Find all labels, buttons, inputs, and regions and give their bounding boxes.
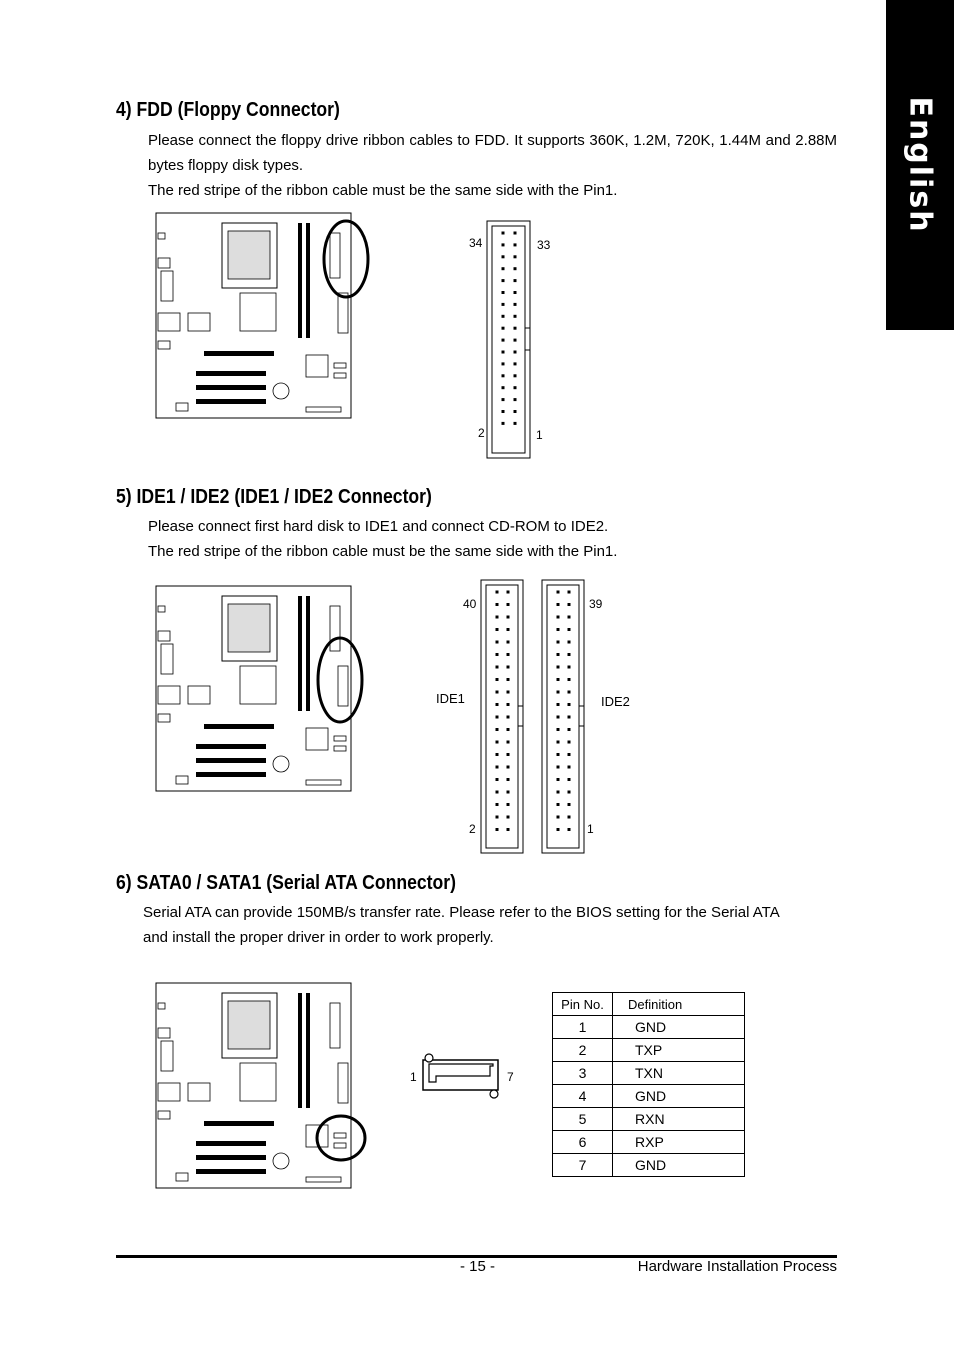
pin-number: 4 [553, 1085, 613, 1108]
connector-pin [496, 753, 499, 756]
connector-pin [507, 603, 510, 606]
table-row [553, 1016, 745, 1039]
ide2-label: IDE2 [601, 694, 630, 709]
connector-pin [496, 816, 499, 819]
ide-paragraph-1: Please connect first hard disk to IDE1 and connect CD-ROM to IDE2. [148, 518, 609, 535]
connector-pin [514, 279, 517, 282]
connector-pin [496, 778, 499, 781]
table-row [553, 1039, 745, 1062]
connector-pin [568, 741, 571, 744]
connector-pin [557, 591, 560, 594]
connector-pin [557, 803, 560, 806]
motherboard-diagram-ide [156, 586, 351, 791]
table-row [553, 1108, 745, 1131]
connector-pin [496, 741, 499, 744]
connector-pin [507, 778, 510, 781]
connector-pin [502, 291, 505, 294]
table-row [553, 1131, 745, 1154]
connector-pin [502, 339, 505, 342]
pin-definition: GND [613, 1085, 745, 1108]
connector-pin [502, 267, 505, 270]
connector-pin [557, 828, 560, 831]
connector-pin [568, 728, 571, 731]
connector-pin [514, 267, 517, 270]
fdd-connector-diagram [487, 221, 530, 458]
connector-pin [502, 398, 505, 401]
connector-pin [557, 728, 560, 731]
connector-pin [568, 628, 571, 631]
sata-connector-diagram [423, 1054, 498, 1098]
connector-pin [557, 678, 560, 681]
connector-pin [496, 641, 499, 644]
ide-pin-label-2: 2 [469, 822, 476, 836]
connector-pin [507, 666, 510, 669]
language-label: English [902, 96, 938, 234]
ide-pin-label-39: 39 [589, 597, 603, 611]
connector-pin [557, 616, 560, 619]
motherboard-diagram-fdd [156, 213, 351, 418]
connector-pin [507, 791, 510, 794]
connector-pin [502, 243, 505, 246]
connector-pin [568, 778, 571, 781]
motherboard-diagram-sata [156, 983, 351, 1188]
connector-pin [557, 716, 560, 719]
connector-pin [507, 691, 510, 694]
connector-pin [568, 591, 571, 594]
connector-pin [496, 828, 499, 831]
connector-pin [502, 410, 505, 413]
table-row [553, 1154, 745, 1177]
header-definition: Definition [613, 993, 745, 1016]
connector-pin [496, 766, 499, 769]
connector-pin [557, 741, 560, 744]
connector-pin [502, 422, 505, 425]
connector-pin [568, 716, 571, 719]
connector-pin [496, 691, 499, 694]
ide1-connector-diagram [481, 580, 523, 853]
connector-pin [557, 816, 560, 819]
connector-pin [496, 803, 499, 806]
connector-pin [514, 291, 517, 294]
connector-pin [507, 678, 510, 681]
connector-pin [507, 653, 510, 656]
connector-pin [496, 591, 499, 594]
connector-pin [496, 653, 499, 656]
connector-pin [514, 422, 517, 425]
ide-pin-label-40: 40 [463, 597, 477, 611]
pin-definition: RXP [613, 1131, 745, 1154]
connector-pin [568, 803, 571, 806]
connector-pin [507, 828, 510, 831]
connector-pin [557, 791, 560, 794]
pin-number: 6 [553, 1131, 613, 1154]
connector-pin [568, 828, 571, 831]
connector-pin [557, 666, 560, 669]
connector-pin [568, 616, 571, 619]
pin-number: 5 [553, 1108, 613, 1131]
connector-pin [502, 386, 505, 389]
footer-section-title: Hardware Installation Process [637, 1258, 837, 1275]
fdd-heading: 4) FDD (Floppy Connector) [116, 99, 340, 121]
sata-heading: 6) SATA0 / SATA1 (Serial ATA Connector) [116, 872, 456, 894]
connector-pin [557, 628, 560, 631]
sata-paragraph-line-1: Serial ATA can provide 150MB/s transfer rate. Please refer to the BIOS setting for the Serial ATA [143, 904, 780, 921]
connector-pin [514, 339, 517, 342]
fdd-paragraph-2: The red stripe of the ribbon cable must be the same side with the Pin1. [148, 182, 618, 199]
connector-pin [502, 374, 505, 377]
connector-pin [568, 766, 571, 769]
connector-pin [568, 816, 571, 819]
sata-pin-label-7: 7 [507, 1070, 514, 1084]
connector-pin [557, 766, 560, 769]
pin-definition: GND [613, 1016, 745, 1039]
connector-pin [568, 653, 571, 656]
fdd-pin-label-33: 33 [537, 238, 551, 252]
connector-pin [502, 303, 505, 306]
ide-paragraph-2: The red stripe of the ribbon cable must be the same side with the Pin1. [148, 543, 618, 560]
connector-pin [502, 362, 505, 365]
connector-pin [568, 678, 571, 681]
connector-pin [514, 243, 517, 246]
connector-pin [502, 327, 505, 330]
pin-number: 3 [553, 1062, 613, 1085]
connector-pin [507, 641, 510, 644]
connector-pin [496, 616, 499, 619]
connector-pin [514, 303, 517, 306]
connector-pin [507, 728, 510, 731]
connector-pin [514, 315, 517, 318]
table-header-row [553, 993, 745, 1016]
connector-pin [557, 603, 560, 606]
page-number: - 15 - [460, 1258, 496, 1275]
connector-pin [507, 741, 510, 744]
connector-pin [557, 778, 560, 781]
fdd-pin-label-34: 34 [469, 236, 483, 250]
table-row [553, 1085, 745, 1108]
connector-pin [507, 716, 510, 719]
connector-pin [507, 628, 510, 631]
connector-pin [496, 728, 499, 731]
pin-definition: GND [613, 1154, 745, 1177]
fdd-pin-grid [502, 232, 517, 425]
connector-pin [514, 386, 517, 389]
pin-number: 2 [553, 1039, 613, 1062]
connector-pin [568, 691, 571, 694]
connector-pin [514, 255, 517, 258]
connector-pin [496, 703, 499, 706]
fdd-pin-label-2: 2 [478, 426, 485, 440]
ide-heading: 5) IDE1 / IDE2 (IDE1 / IDE2 Connector) [116, 486, 432, 508]
header-pin-no: Pin No. [553, 993, 613, 1016]
connector-pin [496, 603, 499, 606]
connector-pin [568, 753, 571, 756]
pin-definition: TXP [613, 1039, 745, 1062]
fdd-pin-label-1: 1 [536, 428, 543, 442]
connector-pin [568, 603, 571, 606]
connector-pin [507, 703, 510, 706]
connector-pin [502, 279, 505, 282]
connector-pin [496, 678, 499, 681]
fdd-paragraph-1: Please connect the floppy drive ribbon cables to FDD. It supports 360K, 1.2M, 720K, 1.44M and 2.88M bytes floppy disk types. [148, 132, 837, 174]
ide1-label: IDE1 [436, 691, 465, 706]
connector-pin [568, 666, 571, 669]
connector-pin [502, 315, 505, 318]
pin-number: 7 [553, 1154, 613, 1177]
connector-pin [502, 255, 505, 258]
connector-pin [568, 641, 571, 644]
connector-pin [507, 591, 510, 594]
pin-number: 1 [553, 1016, 613, 1039]
connector-pin [557, 653, 560, 656]
pin-definition: RXN [613, 1108, 745, 1131]
connector-pin [557, 691, 560, 694]
connector-pin [514, 362, 517, 365]
sata-pin-label-1: 1 [410, 1070, 417, 1084]
ide-pin-grid [496, 591, 571, 832]
connector-pin [496, 666, 499, 669]
connector-pin [557, 641, 560, 644]
connector-pin [557, 703, 560, 706]
connector-pin [496, 716, 499, 719]
table-row [553, 1062, 745, 1085]
connector-pin [514, 398, 517, 401]
connector-pin [514, 410, 517, 413]
connector-pin [568, 791, 571, 794]
connector-pin [514, 351, 517, 354]
pin-definition: TXN [613, 1062, 745, 1085]
connector-pin [557, 753, 560, 756]
connector-pin [507, 803, 510, 806]
connector-pin [514, 327, 517, 330]
connector-pin [496, 628, 499, 631]
connector-pin [502, 351, 505, 354]
connector-pin [514, 374, 517, 377]
sata-pin-table [552, 992, 745, 1177]
connector-pin [502, 232, 505, 235]
connector-pin [507, 753, 510, 756]
connector-pin [507, 766, 510, 769]
connector-pin [514, 232, 517, 235]
connector-pin [507, 816, 510, 819]
connector-pin [496, 791, 499, 794]
connector-pin [507, 616, 510, 619]
sata-paragraph-line-2: and install the proper driver in order to work properly. [143, 929, 494, 946]
ide-pin-label-1: 1 [587, 822, 594, 836]
ide2-connector-diagram [542, 580, 584, 853]
connector-pin [568, 703, 571, 706]
